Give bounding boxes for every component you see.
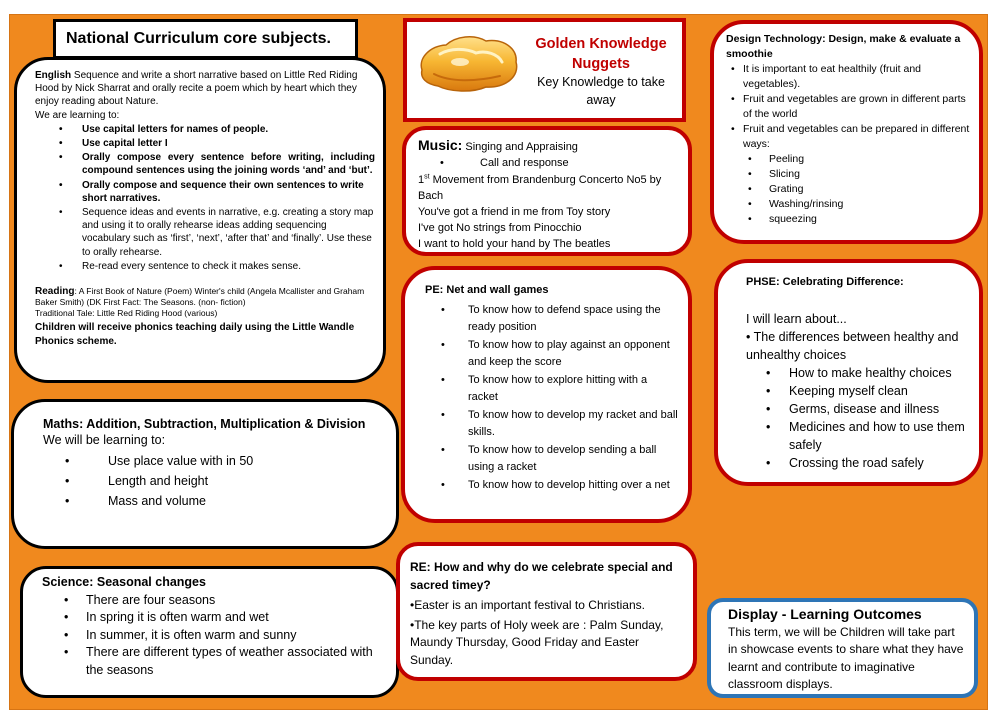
list-item: • How to make healthy choices <box>746 364 971 382</box>
english-panel <box>14 57 386 383</box>
phse-main-bullet: • The differences between healthy and unhealthy choices <box>746 330 959 362</box>
english-intro <box>35 69 375 109</box>
list-item: • Fruit and vegetables can be prepared in different ways: <box>726 122 971 152</box>
dt-bullets <box>726 62 971 152</box>
list-item: • Mass and volume <box>43 493 386 509</box>
english-heading: English <box>35 70 72 81</box>
list-item: • Orally compose and sequence their own sentences to write short narratives. <box>35 179 375 205</box>
maths-bullets <box>43 453 386 509</box>
list-item: • Call and response <box>418 155 680 171</box>
page-title: National Curriculum core subjects. <box>66 30 331 47</box>
page-title-box <box>53 19 358 59</box>
list-item: • To know how to explore hitting with a racket <box>425 372 678 406</box>
science-panel <box>20 566 399 698</box>
traditional-tale: Traditional Tale: Little Red Riding Hood (various) <box>35 308 218 319</box>
music-line-1-rest: Movement from Brandenburg Concerto No5 by Bach <box>418 174 662 202</box>
re-line-2: •The key parts of Holy week are : Palm Sunday, Maundy Thursday, Good Friday and Easter Sunday. <box>410 617 664 667</box>
list-item: • Keeping myself clean <box>746 382 971 400</box>
list-item: • squeezing <box>726 212 971 227</box>
gold-nugget-icon <box>416 32 522 94</box>
english-bullets <box>35 123 375 273</box>
list-item: • Sequence ideas and events in narrative, e.g. creating a story map and using it to orally rehearse ideas adding sequencing vocabulary such as ‘first’, ‘next’, ‘after that’ and ‘finally’. Use these to orally rehearse. <box>35 206 375 259</box>
music-panel <box>402 126 692 256</box>
pe-panel <box>401 266 692 523</box>
re-heading: RE: How and why do we celebrate special and sacred timey? <box>410 560 673 592</box>
dt-heading: Design Technology: Design, make & evaluate a smoothie <box>726 33 961 60</box>
english-reading <box>35 286 375 319</box>
pe-bullets <box>425 302 678 494</box>
list-item: • In summer, it is often warm and sunny <box>42 627 386 645</box>
english-intro-text: Sequence and write a short narrative based on Little Red Riding Hood by Nick Sharrat and orally recite a poem which by heart which they enjoy reading about Nature. <box>35 70 358 108</box>
list-item: • Orally compose every sentence before writing, including compound sentences using the joining words ‘and’ and ‘but’. <box>35 151 375 177</box>
music-heading-line <box>418 137 680 155</box>
list-item: • Grating <box>726 182 971 197</box>
dt-ways <box>726 152 971 227</box>
reading-text: : A First Book of Nature (Poem) Winter's child (Angela Mcallister and Graham Baker Smith) (DK First Fact: The Seasons. (non- fiction) <box>35 286 365 308</box>
golden-title: Golden Knowledge Nuggets <box>535 36 667 72</box>
list-item: • Medicines and how to use them safely <box>746 418 971 454</box>
display-panel <box>707 598 978 698</box>
music-line-2: You've got a friend in me from Toy story <box>418 206 611 218</box>
list-item: • To know how to play against an opponent and keep the score <box>425 337 678 371</box>
music-subheading: Singing and Appraising <box>462 141 578 153</box>
phonics-note: Children will receive phonics teaching daily using the Little Wandle Phonics scheme. <box>35 322 355 347</box>
list-item: • To know how to defend space using the ready position <box>425 302 678 336</box>
music-line-3: I've got No strings from Pinocchio <box>418 222 582 234</box>
english-learning-intro: We are learning to: <box>35 109 120 121</box>
music-heading: Music: <box>418 137 463 153</box>
music-line-1-num: 1 <box>418 174 425 186</box>
maths-intro: We will be learning to: <box>43 433 166 447</box>
list-item: • There are different types of weather associated with the seasons <box>42 644 386 679</box>
list-item: • Slicing <box>726 167 971 182</box>
list-item: • Length and height <box>43 473 386 489</box>
list-item: • It is important to eat healthily (fruit and vegetables). <box>726 62 971 92</box>
re-panel <box>396 542 697 681</box>
pe-heading: PE: Net and wall games <box>425 284 549 296</box>
list-item: • Use capital letters for names of people. <box>35 123 375 136</box>
re-line-1: •Easter is an important festival to Christians. <box>410 598 645 612</box>
phse-intro: I will learn about... <box>746 312 847 326</box>
list-item: • Use place value with in 50 <box>43 453 386 469</box>
phse-bullets <box>746 364 971 472</box>
display-heading: Display - Learning Outcomes <box>728 606 922 622</box>
list-item: • Washing/rinsing <box>726 197 971 212</box>
list-item: • To know how to develop sending a ball using a racket <box>425 442 678 476</box>
science-heading: Science: Seasonal changes <box>42 575 206 589</box>
phse-heading: PHSE: Celebrating Difference: <box>746 276 904 288</box>
display-text: This term, we will be Children will take part in showcase events to share what they have learnt and contribute to imaginative classroom displays. <box>728 624 964 691</box>
golden-subtitle: Key Knowledge to take away <box>537 75 665 107</box>
list-item: • Use capital letter I <box>35 137 375 150</box>
list-item: • To know how to develop hitting over a net <box>425 477 678 494</box>
music-line-1 <box>418 172 680 204</box>
reading-label: Reading <box>35 286 75 298</box>
science-bullets <box>42 592 386 680</box>
list-item: • Fruit and vegetables are grown in different parts of the world <box>726 92 971 122</box>
list-item: • Re-read every sentence to check it makes sense. <box>35 260 375 273</box>
list-item: • Crossing the road safely <box>746 454 971 472</box>
design-technology-panel <box>710 20 983 244</box>
list-item: • Germs, disease and illness <box>746 400 971 418</box>
music-line-1-sup: st <box>424 173 430 181</box>
list-item: • There are four seasons <box>42 592 386 610</box>
maths-panel <box>11 399 399 549</box>
list-item: • In spring it is often warm and wet <box>42 609 386 627</box>
phse-main-bullet-text: The differences between healthy and unhealthy choices <box>746 330 959 362</box>
maths-heading: Maths: Addition, Subtraction, Multiplication & Division <box>43 417 366 431</box>
music-bullets <box>418 155 680 171</box>
list-item: • To know how to develop my racket and ball skills. <box>425 407 678 441</box>
list-item: • Peeling <box>726 152 971 167</box>
golden-nuggets-panel <box>403 18 686 122</box>
music-line-4: I want to hold your hand by The beatles <box>418 238 611 250</box>
phse-panel <box>714 259 983 486</box>
